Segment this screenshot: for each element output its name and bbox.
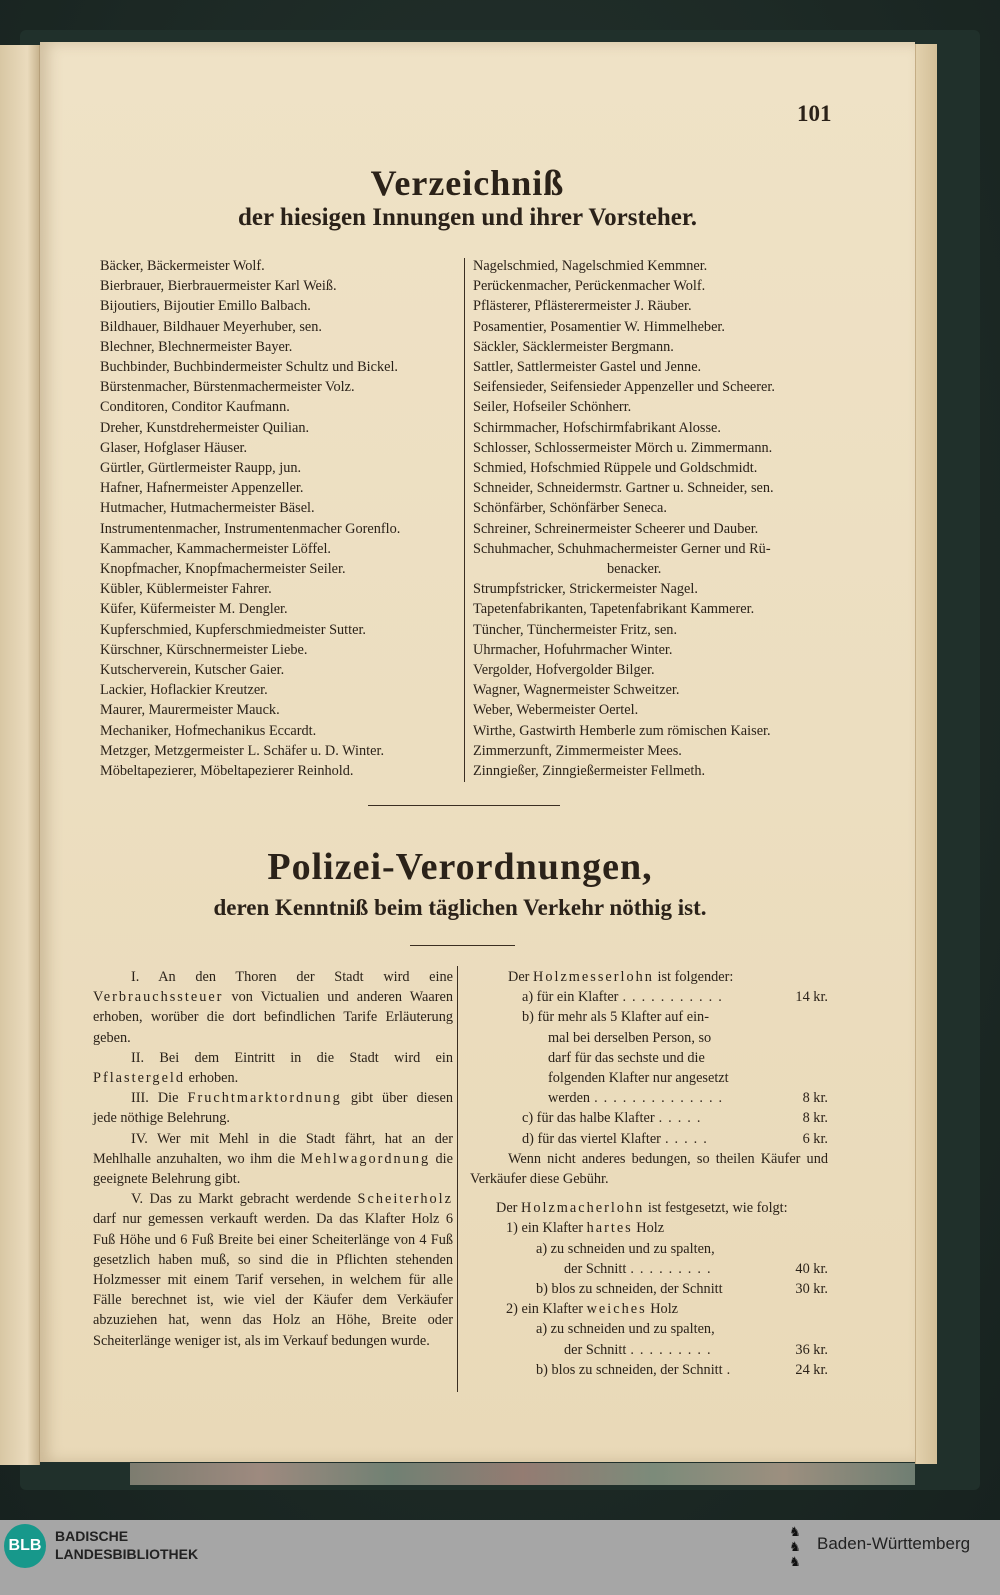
guild-entry: Schneider, Schneidermstr. Gartner u. Schneider, sen. [473,480,774,497]
guild-entry: Schmied, Hofschmied Rüppele und Goldschmidt. [473,460,758,477]
guild-list-right [473,256,775,781]
fee-row: der Schnitt ......... 36 kr. [564,1341,828,1358]
guild-entry: Schuhmacher, Schuhmachermeister Gerner und Rü- [473,540,771,557]
guild-entry: Schönfärber, Schönfärber Seneca. [473,500,667,517]
fee-line: a) zu schneiden und zu spalten, [536,1321,715,1338]
guild-entry: Maurer, Maurermeister Mauck. [100,702,280,719]
guild-entry: Zimmerzunft, Zimmermeister Mees. [473,742,682,759]
marbled-edge [130,1463,915,1485]
fee-row: b) blos zu schneiden, der Schnitt 30 kr. [536,1281,828,1298]
guild-entry: Pflästerer, Pflästerermeister J. Räuber. [473,298,692,315]
fee-note: Wenn nicht anderes bedungen, so theilen Käufer und Verkäufer diese Gebühr. [470,1150,828,1188]
guild-entry: Knopfmacher, Knopfmachermeister Seiler. [100,561,346,578]
fee-row: c) für das halbe Klafter ..... 8 kr. [522,1110,828,1127]
library-name-line2: LANDESBIBLIOTHEK [55,1546,199,1562]
fee-row: b) blos zu schneiden, der Schnitt . 24 kr. [536,1361,828,1378]
blb-logo[interactable] [4,1524,46,1568]
police-title: Polizei-Verordnungen, [267,846,653,888]
guild-entry: Conditoren, Conditor Kaufmann. [100,399,290,416]
guild-entry: Möbeltapezierer, Möbeltapezierer Reinhold. [100,763,354,780]
guild-entry: Wirthe, Gastwirth Hemberle zum römischen Kaiser. [473,722,771,739]
guild-entry: Bierbrauer, Bierbrauermeister Karl Weiß. [100,278,337,295]
hard-wood: 1) ein Klafter hartes Holz [506,1220,665,1237]
guild-entry: Hutmacher, Hutmachermeister Bäsel. [100,500,315,517]
guild-entry: Kupferschmied, Kupferschmiedmeister Sutter. [100,621,367,638]
police-regulations [93,967,453,1351]
guild-entry: Kürschner, Kürschnermeister Liebe. [100,641,308,658]
guild-entry: Buchbinder, Buchbindermeister Schultz und Bickel. [100,359,399,376]
guild-entry: Nagelschmied, Nagelschmied Kemmner. [473,258,708,274]
guild-entry: Mechaniker, Hofmechanikus Eccardt. [100,722,317,739]
guild-entry: Uhrmacher, Hofuhrmacher Winter. [473,641,673,658]
state-logo-text[interactable]: Baden-Württemberg [817,1534,971,1553]
guild-entry: Seiler, Hofseiler Schönherr. [473,399,632,416]
guild-entry: Säckler, Säcklermeister Bergmann. [473,338,674,355]
guild-entry: Sattler, Sattlermeister Gastel und Jenne. [473,359,702,376]
regulation-paragraph: V. Das zu Markt gebracht werdende Scheiterholz darf nur gemessen verkauft werden. Da das Klafter Holz 6 Fuß Höhe und 6 Fuß Breite bei einer Scheiterlänge von 4 Fuß gesetzlich haben muß, so sind die in Pflichten stehenden Holzmesser mit einem Tarif versehen, in welchem für alle Fälle berechnet ist, wie viel der Käufer dem Verkäufer abzuziehen hat, wenn das Holz an Höhe, Breite oder Scheiterlänge weniger ist, als im Verkauf bedungen wurde. [93,1191,453,1349]
fee-row: d) für das viertel Klafter ..... 6 kr. [522,1130,828,1147]
guilds-title: Verzeichniß [370,163,565,203]
guild-entry: Kübler, Küblermeister Fahrer. [100,581,272,598]
guild-entry: Schreiner, Schreinermeister Scheerer und Dauber. [473,520,759,537]
guild-entry: Vergolder, Hofvergolder Bilger. [473,662,655,679]
guild-entry: Posamentier, Posamentier W. Himmelheber. [473,318,725,335]
guild-entry: Instrumentenmacher, Instrumentenmacher Gorenflo. [100,520,401,537]
guild-entry: Metzger, Metzgermeister L. Schäfer u. D. Winter. [100,742,385,759]
page-stack-edge [915,44,937,1464]
guild-list-left [100,256,400,781]
guild-entry: Tapetenfabrikanten, Tapetenfabrikant Kammerer. [473,601,755,618]
section-divider [368,805,560,806]
subtitle-rule [410,945,515,946]
guild-entry: Kutscherverein, Kutscher Gaier. [100,662,285,679]
guild-entry: Lackier, Hoflackier Kreutzer. [100,682,268,699]
guild-entry: Schirmmacher, Hofschirmfabrikant Alosse. [473,419,721,436]
guild-entry: Strumpfstricker, Strickermeister Nagel. [473,581,698,598]
guild-entry: Perückenmacher, Perückenmacher Wolf. [473,278,706,295]
left-page-edge [0,45,40,1465]
guild-entry: Wagner, Wagnermeister Schweitzer. [473,682,680,699]
page-number: 101 [797,101,832,126]
guild-entry: Blechner, Blechnermeister Bayer. [100,338,293,355]
fee-row: a) für ein Klafter ........... 14 kr. [522,989,828,1006]
library-name[interactable] [55,1527,198,1563]
column-divider [464,258,465,782]
regulation-paragraph: IV. Wer mit Mehl in die Stadt fährt, hat an der Mehlhalle anzuhalten, wo ihm die Mehlwagordnung die geeignete Belehrung gibt. [93,1130,453,1188]
guild-entry: Hafner, Hafnermeister Appenzeller. [100,480,304,497]
regulation-paragraph: I. An den Thoren der Stadt wird eine Verbrauchssteuer von Victualien und anderen Waaren erhoben, worüber die dort befindlichen Tarife Erläuterung geben. [93,969,453,1046]
guild-entry: Dreher, Kunstdrehermeister Quilian. [100,419,310,436]
guild-entry: Bildhauer, Bildhauer Meyerhuber, sen. [100,318,322,335]
holzmesser-intro: Der Holzmesserlohn ist folgender: [508,969,734,985]
wood-fees [470,967,828,1380]
guild-entry: Zinngießer, Zinngießermeister Fellmeth. [473,763,706,780]
fee-line: a) zu schneiden und zu spalten, [536,1240,715,1257]
column-divider [457,966,458,1392]
regulation-paragraph: II. Bei dem Eintritt in die Stadt wird ein Pflastergeld erhoben. [93,1049,453,1087]
police-subtitle: deren Kenntniß beim täglichen Verkehr nöthig ist. [213,895,707,920]
guild-entry: Glaser, Hofglaser Häuser. [100,439,248,456]
soft-wood: 2) ein Klafter weiches Holz [506,1301,679,1318]
guild-entry: Bäcker, Bäckermeister Wolf. [100,258,265,274]
fee-row: der Schnitt ......... 40 kr. [564,1260,828,1277]
guild-entry: Seifensieder, Seifensieder Appenzeller und Scheerer. [473,379,775,396]
guild-entry: Bürstenmacher, Bürstenmachermeister Volz. [100,379,355,396]
guild-entry: Bijoutiers, Bijoutier Emillo Balbach. [100,298,311,315]
guild-entry: benacker. [607,561,662,578]
fee-b: b) für mehr als 5 Klafter auf ein- mal bei derselben Person, so darf für das sechste und die folgenden Klafter nur angesetzt [522,1009,729,1087]
guild-entry: Küfer, Küfermeister M. Dengler. [100,601,288,618]
guilds-subtitle: der hiesigen Innungen und ihrer Vorsteher. [238,204,697,231]
holzmacher-intro: Der Holzmacherlohn ist festgesetzt, wie folgt: [496,1200,788,1217]
blb-logo-text: BLB [8,1537,42,1554]
library-name-line1: BADISCHE [55,1528,129,1544]
fee-row: werden .............. 8 kr. [548,1090,828,1107]
guild-entry: Schlosser, Schlossermeister Mörch u. Zimmermann. [473,439,773,456]
guild-entry: Tüncher, Tünchermeister Fritz, sen. [473,621,678,638]
regulation-paragraph: III. Die Fruchtmarktordnung gibt über diesen jede nöthige Belehrung. [93,1090,453,1127]
guild-entry: Kammacher, Kammachermeister Löffel. [100,540,331,557]
guild-entry: Weber, Webermeister Oertel. [473,702,639,719]
guild-entry: Gürtler, Gürtlermeister Raupp, jun. [100,460,302,477]
lions-coat-of-arms-icon: ♞ ♞ ♞ [789,1524,801,1569]
